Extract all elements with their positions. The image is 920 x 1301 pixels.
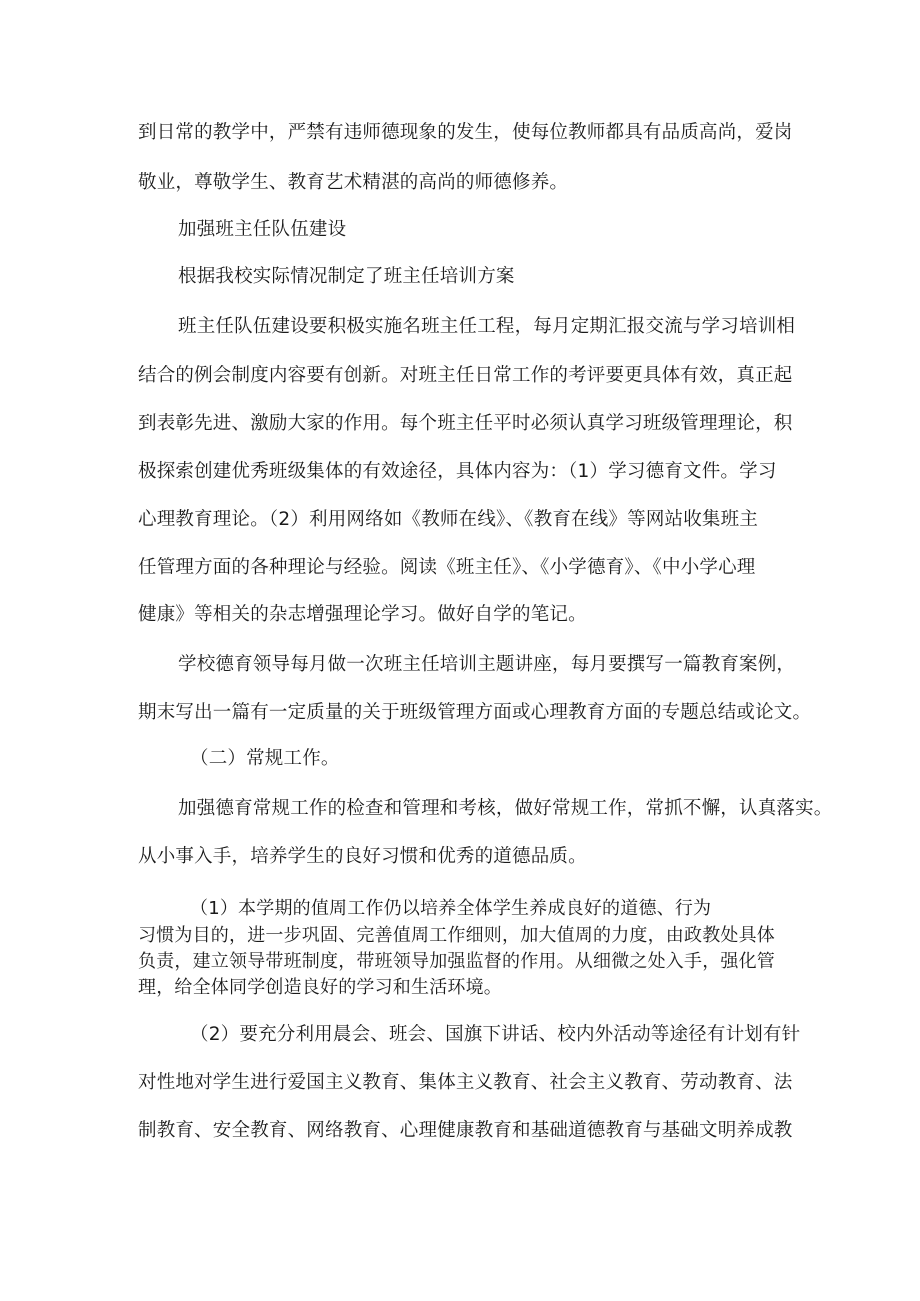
text-line: 理，给全体同学创造良好的学习和生活环境。 xyxy=(138,977,502,998)
section-heading: （二）常规工作。 xyxy=(190,748,340,769)
text-line: 到表彰先进、激励大家的作用。每个班主任平时必须认真学习班级管理理论，积 xyxy=(138,413,793,434)
text-line: （2）要充分利用晨会、班会、国旗下讲话、校内外活动等途径有计划有针 xyxy=(190,1024,801,1045)
text-line: （1）本学期的值周工作仍以培养全体学生养成良好的道德、行为 xyxy=(190,898,712,919)
text-line: 负责，建立领导带班制度，带班领导加强监督的作用。从细微之处入手，强化管 xyxy=(138,951,775,972)
text-line: 班主任队伍建设要积极实施名班主任工程，每月定期汇报交流与学习培训相 xyxy=(178,316,796,337)
text-line: 期末写出一篇有一定质量的关于班级管理方面或心理教育方面的专题总结或论文。 xyxy=(138,702,812,723)
text-line: 极探索创建优秀班级集体的有效途径，具体内容为：（1）学习德育文件。学习 xyxy=(138,461,777,482)
text-line: 健康》等相关的杂志增强理论学习。做好自学的笔记。 xyxy=(138,604,587,625)
text-line: 制教育、安全教育、网络教育、心理健康教育和基础道德教育与基础文明养成教 xyxy=(138,1120,793,1141)
text-line: 心理教育理论。（2）利用网络如《教师在线》、《教育在线》等网站收集班主 xyxy=(138,509,759,530)
text-line: 学校德育领导每月做一次班主任培训主题讲座，每月要撰写一篇教育案例， xyxy=(178,654,796,675)
text-line: 结合的例会制度内容要有创新。对班主任日常工作的考评要更具体有效，真正起 xyxy=(138,365,793,386)
text-line: 根据我校实际情况制定了班主任培训方案 xyxy=(178,266,515,287)
text-line: 到日常的教学中，严禁有违师德现象的发生，使每位教师都具有品质高尚，爱岗 xyxy=(138,122,793,143)
text-line: 加强德育常规工作的检查和管理和考核，做好常规工作，常抓不懈，认真落实。 xyxy=(178,798,833,819)
text-line: 从小事入手，培养学生的良好习惯和优秀的道德品质。 xyxy=(138,846,587,867)
section-heading: 加强班主任队伍建设 xyxy=(178,219,347,240)
text-line: 敬业，尊敬学生、教育艺术精湛的高尚的师德修养。 xyxy=(138,172,569,193)
text-line: 对性地对学生进行爱国主义教育、集体主义教育、社会主义教育、劳动教育、法 xyxy=(138,1072,793,1093)
text-line: 任管理方面的各种理论与经验。阅读《班主任》、《小学德育》、《中小学心理 xyxy=(138,557,756,578)
text-line: 习惯为目的，进一步巩固、完善值周工作细则，加大值周的力度，由政教处具体 xyxy=(138,925,775,946)
